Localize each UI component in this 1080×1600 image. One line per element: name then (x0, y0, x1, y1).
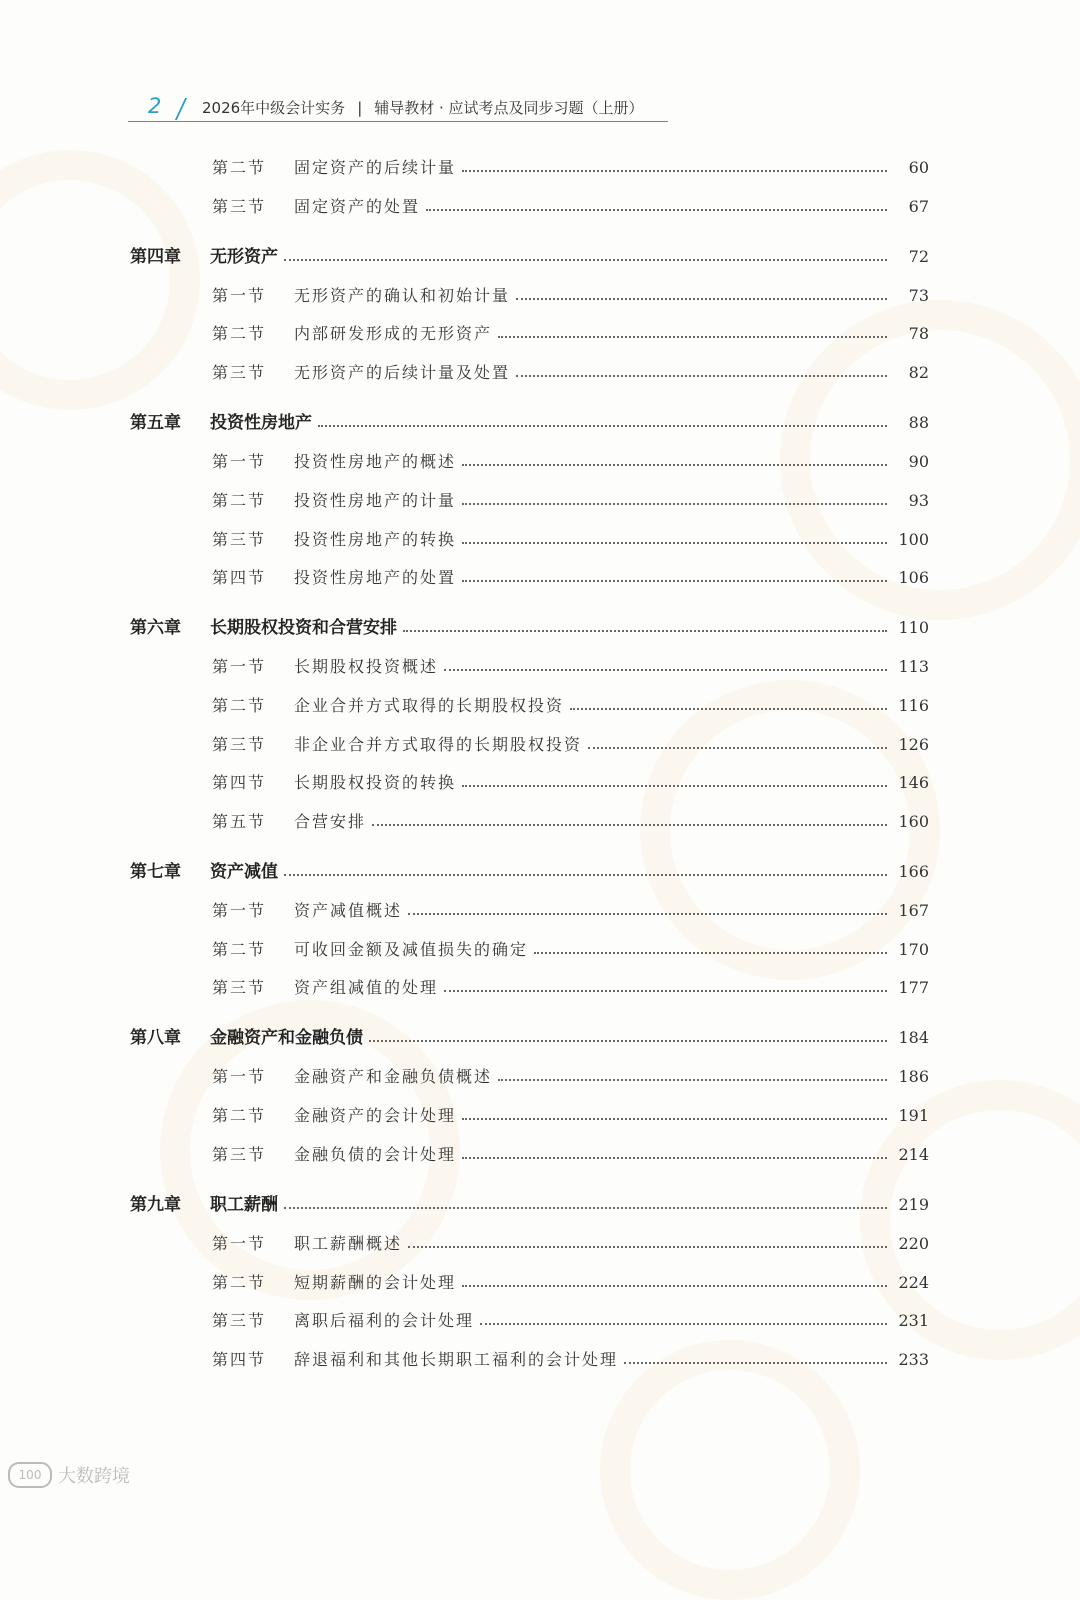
toc-section-entry[interactable] (212, 1307, 929, 1335)
toc-leader-dots (462, 1118, 887, 1120)
toc-entry-title: 投资性房地产的计量 (294, 491, 457, 510)
toc-entry-page: 167 (898, 901, 929, 920)
toc-entry-title: 离职后福利的会计处理 (294, 1311, 475, 1330)
toc-entry-number: 第三节 (212, 530, 267, 549)
toc-entry-title: 职工薪酬 (210, 1195, 278, 1215)
toc-leader-dots (588, 747, 887, 749)
toc-entry-number: 第二节 (212, 696, 267, 715)
toc-entry-number: 第二节 (212, 158, 267, 177)
toc-entry-number: 第九章 (130, 1195, 181, 1215)
toc-entry-title: 投资性房地产的处置 (294, 568, 457, 587)
toc-entry-title: 投资性房地产的转换 (294, 530, 457, 549)
toc-entry-page: 166 (898, 862, 929, 881)
toc-entry-number: 第四节 (212, 1350, 267, 1369)
toc-section-entry[interactable] (212, 193, 929, 221)
toc-entry-title: 资产减值概述 (294, 901, 403, 920)
toc-entry-number: 第一节 (212, 901, 267, 920)
toc-entry-number: 第七章 (130, 862, 181, 882)
toc-entry-title: 企业合并方式取得的长期股权投资 (294, 696, 565, 715)
toc-entry-title: 长期股权投资的转换 (294, 773, 457, 792)
toc-entry-page: 90 (908, 452, 929, 471)
toc-section-entry[interactable] (212, 1141, 929, 1169)
toc-entry-page: 146 (898, 773, 929, 792)
toc-leader-dots (480, 1323, 887, 1325)
toc-leader-dots (516, 375, 887, 377)
toc-entry-number: 第一节 (212, 1234, 267, 1253)
toc-entry-number: 第一节 (212, 286, 267, 305)
toc-leader-dots (408, 913, 887, 915)
toc-section-entry[interactable] (212, 359, 929, 387)
toc-leader-dots (426, 209, 887, 211)
toc-leader-dots (624, 1362, 887, 1364)
toc-entry-page: 73 (908, 286, 929, 305)
toc-entry-page: 78 (908, 324, 929, 343)
toc-section-entry[interactable] (212, 653, 929, 681)
header-subtitle: 辅导教材 · 应试考点及同步习题（上册） (374, 99, 644, 117)
toc-leader-dots (403, 630, 887, 632)
toc-entry-title: 资产减值 (210, 862, 278, 882)
toc-leader-dots (318, 425, 887, 427)
toc-section-entry[interactable] (212, 564, 929, 592)
toc-leader-dots (534, 952, 887, 954)
brand-name: 大数跨境 (58, 1466, 130, 1487)
toc-section-entry[interactable] (212, 974, 929, 1002)
toc-entry-title: 辞退福利和其他长期职工福利的会计处理 (294, 1350, 619, 1369)
toc-entry-number: 第二节 (212, 1273, 267, 1292)
toc-section-entry[interactable] (212, 448, 929, 476)
toc-entry-title: 投资性房地产的概述 (294, 452, 457, 471)
toc-entry-page: 67 (908, 197, 929, 216)
toc-chapter-entry[interactable] (130, 614, 929, 642)
toc-leader-dots (408, 1246, 887, 1248)
page-header (128, 92, 668, 122)
toc-section-entry[interactable] (212, 1063, 929, 1091)
toc-leader-dots (570, 708, 887, 710)
toc-entry-number: 第五节 (212, 812, 267, 831)
toc-entry-title: 非企业合并方式取得的长期股权投资 (294, 735, 583, 754)
toc-entry-number: 第一节 (212, 452, 267, 471)
watermark-ring (600, 1340, 860, 1600)
toc-entry-number: 第一节 (212, 1067, 267, 1086)
toc-section-entry[interactable] (212, 1102, 929, 1130)
toc-entry-page: 170 (898, 940, 929, 959)
header-rule (128, 121, 668, 122)
toc-entry-number: 第四节 (212, 773, 267, 792)
toc-entry-title: 无形资产的确认和初始计量 (294, 286, 511, 305)
brand-logo-icon: 100 (8, 1462, 52, 1488)
toc-leader-dots (369, 1040, 887, 1042)
toc-entry-title: 金融资产的会计处理 (294, 1106, 457, 1125)
toc-leader-dots (498, 1079, 887, 1081)
toc-entry-page: 60 (908, 158, 929, 177)
toc-leader-dots (462, 464, 887, 466)
toc-entry-page: 233 (898, 1350, 929, 1369)
toc-leader-dots (462, 785, 887, 787)
toc-leader-dots (462, 1157, 887, 1159)
toc-section-entry[interactable] (212, 808, 929, 836)
toc-entry-page: 88 (908, 413, 929, 432)
toc-section-entry[interactable] (212, 769, 929, 797)
toc-chapter-entry[interactable] (130, 1024, 929, 1052)
toc-entry-page: 184 (898, 1028, 929, 1047)
toc-entry-number: 第一节 (212, 657, 267, 676)
book-title: 2026年中级会计实务 (202, 99, 346, 117)
footer-brand (8, 1462, 130, 1488)
toc-entry-page: 220 (898, 1234, 929, 1253)
toc-entry-page: 231 (898, 1311, 929, 1330)
toc-entry-number: 第三节 (212, 363, 267, 382)
header-slash (175, 98, 187, 120)
toc-leader-dots (444, 669, 887, 671)
toc-chapter-entry[interactable] (130, 1191, 929, 1219)
toc-chapter-entry[interactable] (130, 243, 929, 271)
toc-section-entry[interactable] (212, 731, 929, 759)
toc-leader-dots (462, 580, 887, 582)
toc-entry-page: 191 (898, 1106, 929, 1125)
toc-entry-title: 固定资产的处置 (294, 197, 421, 216)
toc-entry-number: 第二节 (212, 1106, 267, 1125)
header-text (202, 97, 644, 118)
toc-entry-title: 无形资产 (210, 247, 278, 267)
toc-section-entry[interactable] (212, 282, 929, 310)
toc-entry-page: 113 (898, 657, 929, 676)
toc-leader-dots (498, 336, 887, 338)
toc-section-entry[interactable] (212, 1346, 929, 1374)
toc-leader-dots (372, 824, 887, 826)
toc-entry-title: 资产组减值的处理 (294, 978, 439, 997)
toc-entry-number: 第五章 (130, 413, 181, 433)
toc-entry-number: 第二节 (212, 324, 267, 343)
toc-section-entry[interactable] (212, 897, 929, 925)
toc-leader-dots (462, 1285, 887, 1287)
toc-entry-number: 第二节 (212, 491, 267, 510)
toc-entry-number: 第八章 (130, 1028, 181, 1048)
toc-entry-title: 短期薪酬的会计处理 (294, 1273, 457, 1292)
toc-leader-dots (284, 1207, 887, 1209)
toc-entry-number: 第三节 (212, 735, 267, 754)
toc-entry-title: 可收回金额及减值损失的确定 (294, 940, 529, 959)
toc-entry-page: 110 (898, 618, 929, 637)
toc-entry-title: 合营安排 (294, 812, 367, 831)
toc-entry-title: 金融资产和金融负债 (210, 1028, 363, 1048)
toc-entry-number: 第三节 (212, 197, 267, 216)
toc-chapter-entry[interactable] (130, 858, 929, 886)
toc-entry-title: 投资性房地产 (210, 413, 312, 433)
toc-entry-title: 金融负债的会计处理 (294, 1145, 457, 1164)
toc-entry-number: 第三节 (212, 1311, 267, 1330)
toc-entry-title: 长期股权投资概述 (294, 657, 439, 676)
toc-section-entry[interactable] (212, 936, 929, 964)
toc-entry-title: 职工薪酬概述 (294, 1234, 403, 1253)
toc-leader-dots (284, 259, 887, 261)
toc-entry-page: 72 (908, 247, 929, 266)
toc-entry-page: 116 (898, 696, 929, 715)
toc-section-entry[interactable] (212, 154, 929, 182)
toc-entry-page: 82 (908, 363, 929, 382)
watermark-ring (0, 150, 200, 410)
toc-section-entry[interactable] (212, 1230, 929, 1258)
toc-entry-page: 219 (898, 1195, 929, 1214)
toc-entry-number: 第三节 (212, 1145, 267, 1164)
toc-entry-page: 106 (898, 568, 929, 587)
toc-section-entry[interactable] (212, 487, 929, 515)
toc-entry-page: 186 (898, 1067, 929, 1086)
toc-section-entry[interactable] (212, 320, 929, 348)
toc-entry-page: 224 (898, 1273, 929, 1292)
toc-leader-dots (284, 874, 887, 876)
toc-chapter-entry[interactable] (130, 409, 929, 437)
toc-entry-title: 无形资产的后续计量及处置 (294, 363, 511, 382)
toc-leader-dots (462, 170, 887, 172)
toc-entry-page: 126 (898, 735, 929, 754)
toc-leader-dots (444, 990, 887, 992)
toc-entry-number: 第四节 (212, 568, 267, 587)
page-number: 2 (148, 94, 162, 118)
toc-leader-dots (462, 542, 887, 544)
toc-section-entry[interactable] (212, 692, 929, 720)
toc-entry-page: 93 (908, 491, 929, 510)
toc-section-entry[interactable] (212, 1269, 929, 1297)
toc-leader-dots (462, 503, 887, 505)
toc-entry-title: 内部研发形成的无形资产 (294, 324, 493, 343)
toc-entry-page: 214 (898, 1145, 929, 1164)
toc-entry-title: 金融资产和金融负债概述 (294, 1067, 493, 1086)
toc-entry-page: 100 (898, 530, 929, 549)
toc-leader-dots (516, 298, 887, 300)
toc-entry-number: 第四章 (130, 247, 181, 267)
toc-entry-title: 长期股权投资和合营安排 (210, 618, 397, 638)
toc-section-entry[interactable] (212, 526, 929, 554)
toc-entry-page: 160 (898, 812, 929, 831)
toc-entry-number: 第三节 (212, 978, 267, 997)
toc-entry-number: 第六章 (130, 618, 181, 638)
toc-entry-number: 第二节 (212, 940, 267, 959)
toc-entry-title: 固定资产的后续计量 (294, 158, 457, 177)
header-separator: | (357, 99, 363, 117)
toc-entry-page: 177 (898, 978, 929, 997)
